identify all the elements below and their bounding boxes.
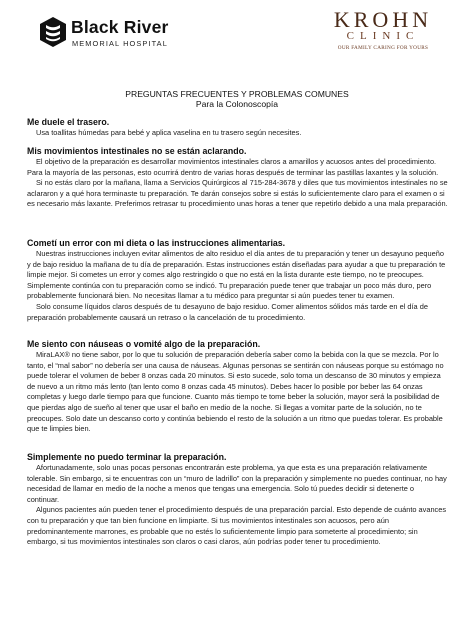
- section-paragraph: MiraLAX® no tiene sabor, por lo que tu solución de preparación debería saber como la bebida con la que se mezcla. Por lo tanto, el “mal sabor” no debería ser una causa de náuseas. Algunas personas se sentirán con náuseas porque su estómago no puede tolerar el volumen de beber 8 onzas cada 20 minutos. Si esto sucede, solo toma un descanso de 30 minutos y empieza de nuevo a un ritmo más lento (tan lento como 8 onzas cada 45 minutos). Debes hacer lo posible por beber las 64 onzas completas y luego darle tiempo para que funcione. Cuanto más tiempo te tome beber la solución, mayor será la posibilidad de que pierdas algo de sueño al tener que usar el baño en medio de la noche. Si llegas a vomitar parte de la solución, no te preocupes. Solo date un descanso corto y continúa bebiendo el resto de la solución a un ritmo que puedas tolerar. Es probable que te limpies bien.: [27, 350, 444, 434]
- section-paragraph: El objetivo de la preparación es desarrollar movimientos intestinales claros a amarillos y acuosos antes del procedimiento. Para la mayoría de las personas, esto ocurrirá dentro de varias horas después de terminar las pastillas laxantes y la solución.: [27, 157, 439, 177]
- hospital-subtitle: MEMORIAL HOSPITAL: [72, 39, 168, 48]
- section-paragraph: Solo consume líquidos claros después de tu desayuno de bajo residuo. Comer alimentos sólidos más tarde en el día de preparación probablemente causará un retraso o la cancelación de tu procedimiento.: [27, 301, 428, 322]
- clinic-tagline: OUR FAMILY CARING FOR YOURS: [337, 45, 429, 51]
- faq-section-diet-error: [27, 238, 448, 323]
- section-paragraph: Algunos pacientes aún pueden tener el procedimiento después de una preparación parcial. Esto depende de cuánto avances con tu preparación y que tan bien funcione en limpiarte. Si tus movimientos intestinales son acuosos, pero aún predominantemente marrones, es probable que no estés lo suficientemente limpio para someterte al procedimiento; sin embargo, si tus movimientos intestinales son claros o casi claros, aún podrías poder tener tu procedimiento.: [27, 505, 447, 547]
- section-heading: Cometí un error con mi dieta o las instrucciones alimentarias.: [27, 238, 286, 248]
- section-paragraph: Si no estás claro por la mañana, llama a Servicios Quirúrgicos al 715-284-3678 y diles que tus movimientos intestinales no se aclararon y a qué hora terminaste tu preparación. Te darán consejos sobre si estás lo suficientemente claro para el examen o si es necesario más laxante. Preferimos retrasar tu procedimiento unas horas a tener que repetirlo debido a una mala preparación.: [27, 178, 448, 209]
- hospital-name: Black River: [71, 17, 169, 37]
- section-heading: Mis movimientos intestinales no se están aclarando.: [27, 146, 247, 156]
- clinic-subtitle: CLINIC: [346, 30, 420, 42]
- clinic-name: KROHN: [333, 7, 433, 32]
- section-paragraph: Nuestras instrucciones incluyen evitar alimentos de alto residuo el día antes de tu preparación y tener un desayuno pequeño y de bajo residuo la mañana de tu día de preparación. Estas instrucciones están diseñadas para ayudar a que tu preparación te limpie mejor. Si cometes un error y comes algo restringido o que no está en la lista durante este tiempo, no te preocupes. Simplemente continúa con tu preparación como se indicó. Tu preparación puede tener que trabajar un poco más duro, pero probablemente funcionará bien. No necesitas llamar a tu médico para preguntar si aún puedes tener tu examen.: [27, 249, 446, 301]
- section-paragraph: Usa toallitas húmedas para bebé y aplica vaselina en tu trasero según necesites.: [36, 128, 302, 137]
- document-subtitle: Para la Colonoscopía: [195, 99, 279, 109]
- black-river-emblem-icon: [38, 16, 68, 48]
- faq-section-not-clearing: [27, 146, 448, 210]
- section-paragraph: Afortunadamente, solo unas pocas personas encontrarán este problema, ya que esta es una preparación relativamente tolerable. Sin embargo, si te encuentras con un “muro de ladrillo” con la preparación y simplemente no puedes continuar, no hay necesidad de llamar en medio de la noche a menos que tengas una emergencia. Solo tú puedes decidir si detenerte o continuar.: [27, 463, 447, 504]
- section-heading: Me duele el trasero.: [27, 117, 110, 127]
- faq-section-cannot-finish: [27, 452, 448, 548]
- krohn-clinic-logo: [313, 8, 453, 60]
- section-heading: Me siento con náuseas o vomité algo de la preparación.: [27, 339, 261, 349]
- document-title: PREGUNTAS FRECUENTES Y PROBLEMAS COMUNES: [125, 89, 349, 99]
- black-river-logo: [38, 14, 208, 54]
- section-heading: Simplemente no puedo terminar la preparación.: [27, 452, 227, 462]
- faq-section-nausea: [27, 339, 448, 435]
- faq-section-sore-bottom: [27, 117, 448, 139]
